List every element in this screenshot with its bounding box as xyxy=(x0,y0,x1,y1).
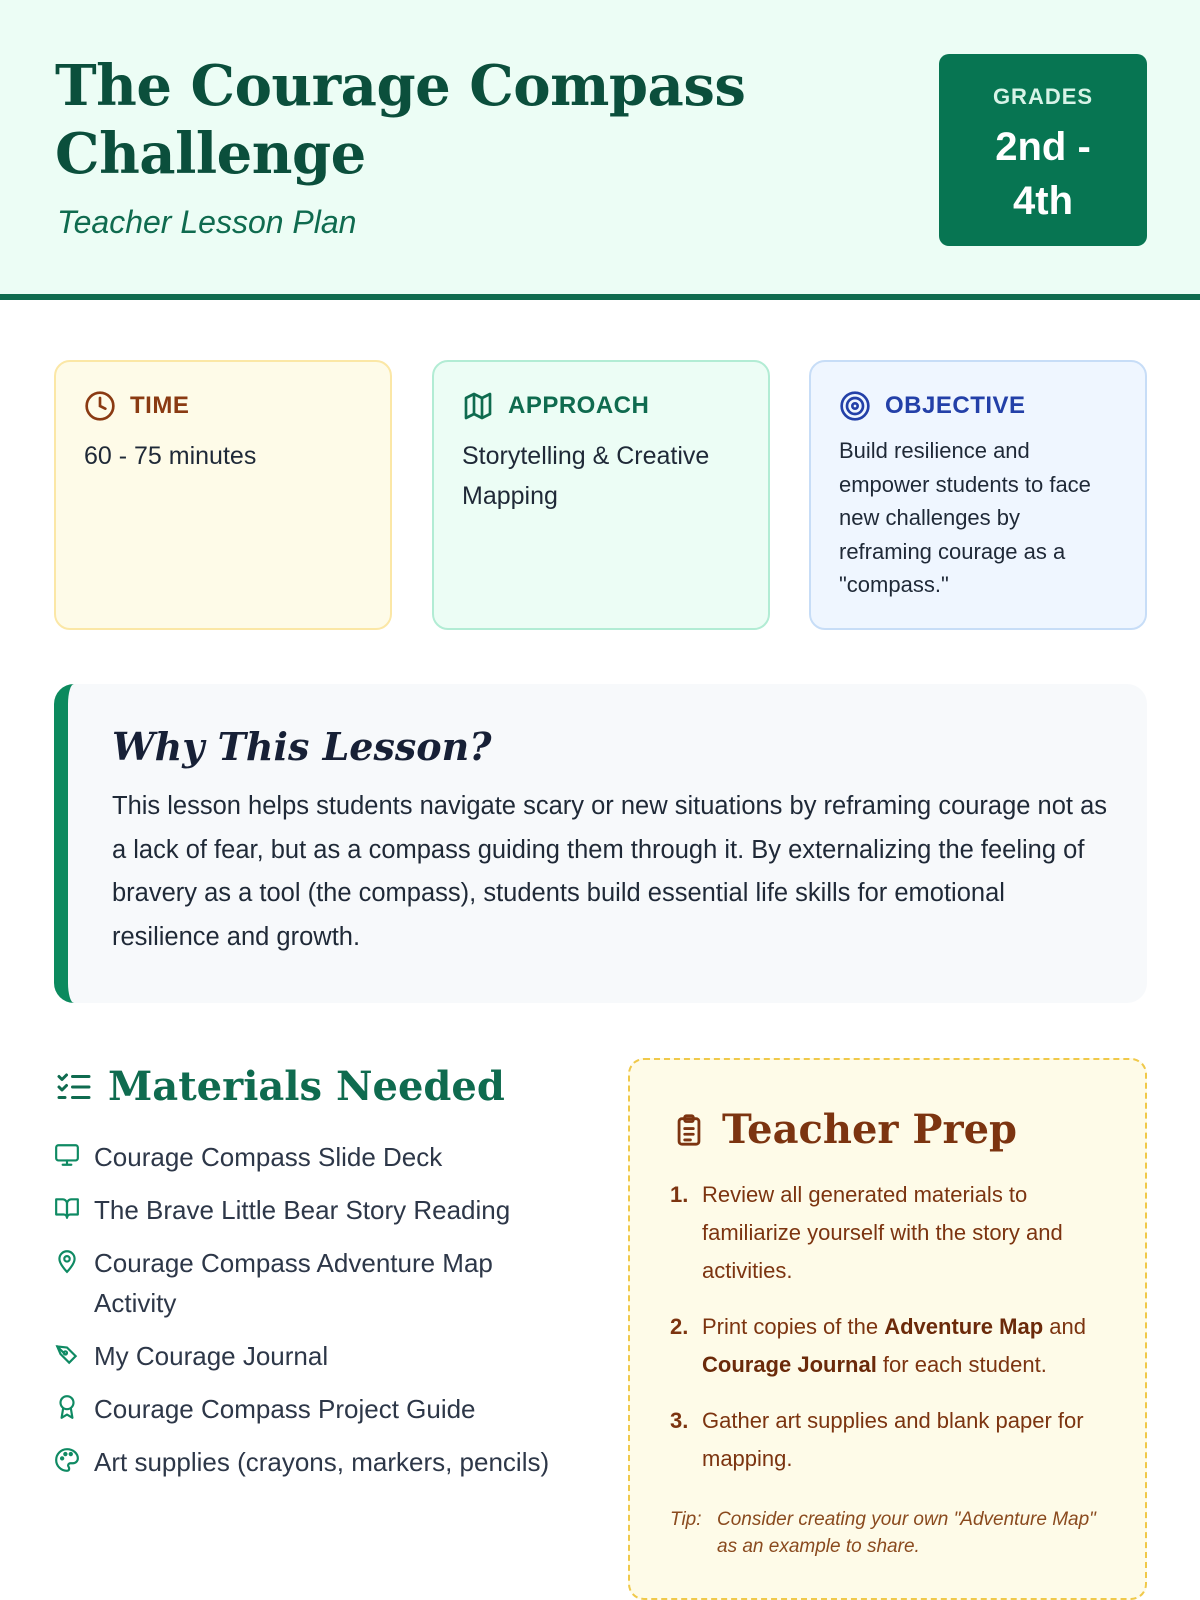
tip-text: Consider creating your own "Adventure Map" as an example to share. xyxy=(717,1509,1096,1557)
material-label: Courage Compass Project Guide xyxy=(94,1394,476,1424)
teacher-prep-section xyxy=(628,1058,1147,1600)
book-open-icon xyxy=(54,1195,80,1221)
checklist-icon xyxy=(56,1069,92,1105)
list-item xyxy=(670,1176,1110,1290)
list-item xyxy=(54,1137,574,1177)
grades-badge xyxy=(939,54,1147,246)
clipboard-icon xyxy=(672,1113,706,1147)
material-label: The Brave Little Bear Story Reading xyxy=(94,1195,511,1225)
approach-card xyxy=(432,360,770,630)
time-card xyxy=(54,360,392,630)
material-label: Courage Compass Adventure Map Activity xyxy=(94,1248,493,1318)
why-title: Why This Lesson? xyxy=(112,724,492,769)
objective-card-text: Build resilience and empower students to face new challenges by reframing courage as a "compass." xyxy=(839,438,1091,597)
objective-card-title: OBJECTIVE xyxy=(885,392,1026,419)
grades-label: GRADES xyxy=(992,84,1094,109)
courage-journal-emphasis: Courage Journal xyxy=(702,1352,877,1377)
why-this-lesson-section xyxy=(54,684,1147,1003)
target-icon xyxy=(839,390,871,422)
step-text: Gather art supplies and blank paper for mapping. xyxy=(702,1408,1084,1471)
clock-icon xyxy=(84,390,116,422)
award-ribbon-icon xyxy=(54,1394,80,1420)
material-label: Courage Compass Slide Deck xyxy=(94,1142,443,1172)
list-item xyxy=(54,1389,574,1429)
adventure-map-emphasis: Adventure Map xyxy=(884,1314,1044,1339)
material-label: Art supplies (crayons, markers, pencils) xyxy=(94,1447,550,1477)
tip-label: Tip: xyxy=(670,1509,702,1530)
why-text: This lesson helps students navigate scary or new situations by reframing courage not as a lack of fear, but as a compass guiding them through it. By externalizing the feeling of bravery as a tool (the compass), students build essential life skills for emotional resilience and growth. xyxy=(112,792,1108,951)
prep-tip xyxy=(670,1506,1110,1560)
step-number: 1. xyxy=(670,1182,689,1207)
header xyxy=(0,0,1200,300)
list-item xyxy=(670,1308,1110,1384)
materials-list xyxy=(54,1137,574,1495)
materials-title: Materials Needed xyxy=(108,1063,505,1110)
objective-card xyxy=(809,360,1147,630)
time-card-text: 60 - 75 minutes xyxy=(84,442,257,470)
list-item xyxy=(54,1442,574,1482)
material-label: My Courage Journal xyxy=(94,1341,329,1371)
step-text: Print copies of the Adventure Map and Courage Journal for each student. xyxy=(702,1314,1086,1377)
map-icon xyxy=(462,390,494,422)
monitor-icon xyxy=(54,1142,80,1168)
page-title: The Courage Compass Challenge xyxy=(55,53,746,187)
step-number: 3. xyxy=(670,1408,689,1433)
feather-pen-icon xyxy=(54,1341,80,1367)
materials-header xyxy=(56,1063,505,1110)
palette-icon xyxy=(54,1447,80,1473)
time-card-title: TIME xyxy=(130,392,190,419)
list-item xyxy=(54,1336,574,1376)
list-item xyxy=(670,1402,1110,1478)
prep-steps xyxy=(670,1176,1110,1496)
page-subtitle: Teacher Lesson Plan xyxy=(57,204,357,240)
list-item xyxy=(54,1243,574,1323)
prep-title: Teacher Prep xyxy=(722,1106,1017,1153)
map-pin-icon xyxy=(54,1248,80,1274)
approach-card-text: Storytelling & Creative Mapping xyxy=(462,442,710,510)
grades-value: 2nd - 4th xyxy=(995,125,1091,223)
step-text: Review all generated materials to familiarize yourself with the story and activities. xyxy=(702,1182,1063,1283)
step-number: 2. xyxy=(670,1314,689,1339)
list-item xyxy=(54,1190,574,1230)
approach-card-title: APPROACH xyxy=(508,392,650,419)
